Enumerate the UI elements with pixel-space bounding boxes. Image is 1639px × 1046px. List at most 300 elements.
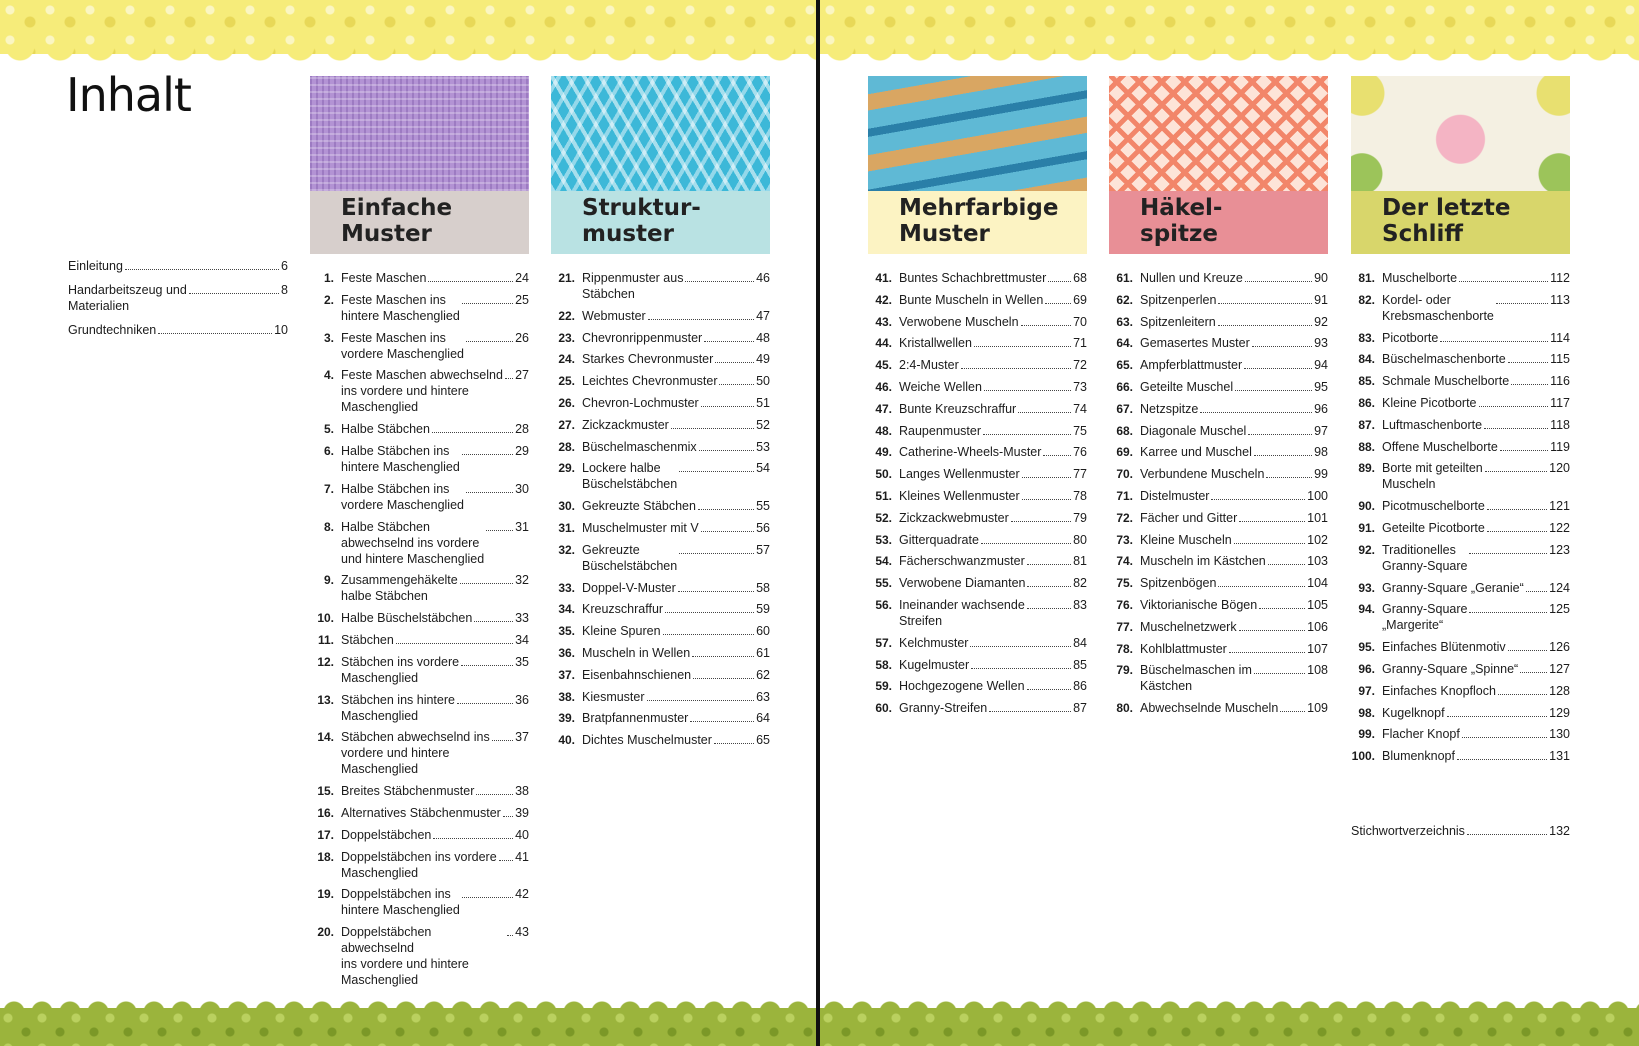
dot-leader (396, 643, 513, 644)
toc-entry[interactable] (1351, 292, 1570, 324)
entry-number: 9. (323, 573, 334, 588)
dot-leader (462, 897, 513, 898)
entry-body (341, 849, 529, 881)
toc-entry[interactable] (310, 827, 529, 843)
toc-entry[interactable] (1351, 439, 1570, 455)
entry-page-number: 72 (1073, 358, 1087, 373)
dot-leader (1218, 586, 1305, 587)
entry-body (1140, 335, 1328, 351)
entry-body (341, 729, 529, 777)
entry-number: 42. (875, 292, 892, 307)
toc-entry[interactable] (868, 314, 1087, 330)
toc-entry[interactable] (310, 886, 529, 918)
entry-page-number: 120 (1549, 461, 1570, 476)
entry-title: Fächerschwanzmuster (899, 554, 1025, 569)
dot-leader (692, 656, 754, 657)
toc-entry[interactable] (551, 667, 770, 683)
toc-entry[interactable] (868, 575, 1087, 591)
entry-title: Picotborte (1382, 330, 1439, 345)
toc-entry[interactable] (551, 439, 770, 455)
entry-title: Viktorianische Bögen (1140, 597, 1258, 612)
toc-entry[interactable] (1351, 270, 1570, 286)
toc-entry[interactable] (1351, 639, 1570, 655)
toc-entry[interactable] (310, 519, 529, 567)
intro-entry-page: 6 (281, 259, 288, 273)
entry-page-number: 104 (1307, 576, 1328, 591)
entry-title: Kleine Muscheln (1140, 532, 1232, 547)
entry-page-number: 70 (1073, 314, 1087, 329)
toc-entry[interactable] (1351, 580, 1570, 596)
entry-page-number: 76 (1073, 445, 1087, 460)
dot-leader (1027, 586, 1071, 587)
toc-entry[interactable] (1109, 444, 1328, 460)
entry-number: 77. (1116, 619, 1133, 634)
entry-page-number: 32 (515, 573, 529, 588)
entry-title: Traditionelles Granny-Square (1382, 542, 1468, 573)
entry-title: Dichtes Muschelmuster (582, 733, 712, 748)
entry-number: 63. (1116, 314, 1133, 329)
toc-entry[interactable] (551, 542, 770, 574)
toc-entry[interactable] (310, 481, 529, 513)
entry-page-number: 58 (756, 580, 770, 595)
entry-page-number: 71 (1073, 336, 1087, 351)
toc-entry[interactable] (1109, 597, 1328, 613)
toc-entry[interactable] (1109, 357, 1328, 373)
entry-number: 100. (1351, 749, 1375, 764)
toc-entry[interactable] (1351, 726, 1570, 742)
toc-entry[interactable] (1109, 553, 1328, 569)
entry-body (1140, 553, 1328, 569)
entry-page-number: 116 (1550, 374, 1570, 389)
entry-body (1382, 726, 1570, 742)
toc-entry[interactable] (551, 623, 770, 639)
entry-title: Lockere halbe Büschelstäbchen (582, 461, 678, 492)
dot-leader (462, 303, 513, 304)
toc-entry[interactable] (1109, 700, 1328, 716)
toc-entry[interactable] (551, 689, 770, 705)
toc-entry[interactable] (1109, 466, 1328, 482)
dot-leader (701, 531, 754, 532)
entry-page-number: 82 (1073, 576, 1087, 591)
dot-leader (1252, 346, 1312, 347)
entry-page-number: 124 (1549, 580, 1570, 595)
entry-title: Muscheln in Wellen (582, 645, 691, 660)
entry-title: Kleine Spuren (582, 624, 661, 639)
entry-page-number: 128 (1549, 683, 1570, 698)
toc-entry[interactable] (310, 367, 529, 415)
entry-page-number: 81 (1073, 554, 1087, 569)
dot-leader (476, 794, 513, 795)
entry-body (582, 373, 770, 389)
dot-leader (1254, 673, 1305, 674)
toc-entry[interactable] (1109, 641, 1328, 657)
dot-leader (981, 543, 1071, 544)
entry-page-number: 55 (756, 499, 770, 514)
entry-page-number: 129 (1549, 705, 1570, 720)
entry-page-number: 84 (1073, 635, 1087, 650)
dot-leader (1045, 303, 1071, 304)
entry-body (1140, 444, 1328, 460)
toc-entry[interactable] (1351, 460, 1570, 492)
toc-entry[interactable] (868, 635, 1087, 651)
dot-leader (428, 281, 513, 282)
entry-page-number: 52 (756, 417, 770, 432)
entry-body (582, 308, 770, 324)
entry-page-number: 28 (515, 422, 529, 437)
entry-title: Geteilte Muschel (1140, 379, 1234, 394)
entry-page-number: 98 (1314, 445, 1328, 460)
entry-page-number: 61 (756, 645, 770, 660)
toc-entry[interactable] (310, 729, 529, 777)
toc-entry[interactable] (551, 710, 770, 726)
intro-entry-text: Grundtechniken (68, 323, 157, 337)
dot-leader (701, 406, 754, 407)
toc-entry[interactable] (1109, 532, 1328, 548)
entry-number: 31. (558, 520, 575, 535)
toc-entry[interactable] (1351, 330, 1570, 346)
toc-entry[interactable] (310, 632, 529, 648)
top-crochet-border-left (0, 0, 816, 54)
entry-body (341, 443, 529, 475)
entry-page-number: 117 (1550, 395, 1570, 410)
entry-title: Kelchmuster (899, 635, 969, 650)
toc-entry[interactable] (1109, 401, 1328, 417)
entry-title: Verwobene Muscheln (899, 314, 1019, 329)
toc-entry[interactable] (1109, 575, 1328, 591)
dot-leader (1526, 591, 1547, 592)
toc-entry[interactable] (1109, 488, 1328, 504)
entry-title: Büschelmaschenborte (1382, 352, 1506, 367)
toc-entry[interactable] (551, 732, 770, 748)
entry-body (341, 783, 529, 799)
dot-leader (1244, 368, 1312, 369)
dot-leader (678, 591, 754, 592)
entry-body (341, 367, 529, 415)
entry-number: 17. (317, 827, 334, 842)
entry-title: Leichtes Chevronmuster (582, 374, 718, 389)
entry-number: 39. (558, 711, 575, 726)
entry-page-number: 131 (1549, 749, 1570, 764)
toc-entry[interactable] (868, 335, 1087, 351)
section-einfache-muster (310, 76, 529, 994)
entry-number: 68. (1116, 423, 1133, 438)
entry-title: Doppel-V-Muster (582, 580, 676, 595)
entry-title: Kohlblattmuster (1140, 641, 1227, 656)
entry-title: Granny-Square „Margerite“ (1382, 602, 1468, 633)
toc-entry[interactable] (551, 601, 770, 617)
toc-entry[interactable] (551, 330, 770, 346)
toc-entry[interactable] (1109, 270, 1328, 286)
entry-page-number: 25 (515, 292, 529, 307)
entry-number: 37. (558, 667, 575, 682)
toc-entry[interactable] (1351, 373, 1570, 389)
entry-title: Karree und Muschel (1140, 445, 1252, 460)
entry-body (1140, 357, 1328, 373)
toc-entry[interactable] (310, 330, 529, 362)
entry-page-number: 74 (1073, 401, 1087, 416)
toc-entry[interactable] (1351, 601, 1570, 633)
entry-body (582, 710, 770, 726)
entry-body (341, 886, 529, 918)
entry-body (899, 510, 1087, 526)
toc-entry[interactable] (310, 692, 529, 724)
toc-entry[interactable] (868, 466, 1087, 482)
entry-body (341, 924, 529, 988)
entry-number: 14. (317, 730, 334, 745)
toc-entry[interactable] (1109, 423, 1328, 439)
entry-body (899, 292, 1087, 308)
toc-entry[interactable] (868, 678, 1087, 694)
dot-leader (647, 700, 755, 701)
entry-number: 69. (1116, 445, 1133, 460)
toc-entry[interactable] (551, 308, 770, 324)
dot-leader (971, 668, 1071, 669)
toc-entry[interactable] (1351, 705, 1570, 721)
index-entry[interactable] (1351, 824, 1570, 838)
entry-title: Zusammengehäkelte halbe Stäbchen (341, 573, 458, 604)
entry-body (1140, 423, 1328, 439)
entry-number: 94. (1358, 602, 1375, 617)
entry-page-number: 97 (1314, 423, 1328, 438)
entry-body (899, 575, 1087, 591)
entry-number: 10. (317, 611, 334, 626)
toc-entry[interactable] (551, 498, 770, 514)
entry-title: Breites Stäbchenmuster (341, 784, 475, 799)
toc-entry[interactable] (868, 444, 1087, 460)
toc-entry[interactable] (310, 443, 529, 475)
entry-page-number: 92 (1314, 314, 1328, 329)
entry-body (341, 330, 529, 362)
toc-entry[interactable] (1351, 520, 1570, 536)
entry-number: 2. (323, 292, 334, 307)
toc-entry[interactable] (868, 379, 1087, 395)
toc-entry[interactable] (868, 510, 1087, 526)
dot-leader (1239, 521, 1305, 522)
section-entries (1109, 270, 1328, 716)
entry-body (899, 314, 1087, 330)
entry-body (582, 601, 770, 617)
toc-entry[interactable] (1109, 335, 1328, 351)
entry-body (899, 335, 1087, 351)
dot-leader (984, 390, 1071, 391)
section-mehrfarbige-muster (868, 76, 1087, 722)
toc-entry[interactable] (868, 597, 1087, 629)
entry-page-number: 24 (515, 271, 529, 285)
entry-body (1382, 639, 1570, 655)
dot-leader (693, 678, 754, 679)
intro-entry[interactable] (68, 258, 288, 274)
dot-leader (1462, 737, 1547, 738)
entry-page-number: 38 (515, 784, 529, 799)
intro-entry-page: 10 (274, 323, 288, 337)
entry-number: 59. (875, 679, 892, 694)
entry-title: Offene Muschelborte (1382, 439, 1498, 454)
entry-number: 29. (558, 461, 575, 476)
entry-page-number: 90 (1314, 271, 1328, 285)
toc-entry[interactable] (1351, 417, 1570, 433)
entry-page-number: 26 (515, 330, 529, 345)
toc-entry[interactable] (551, 645, 770, 661)
entry-title: Feste Maschen ins hintere Maschenglied (341, 292, 460, 323)
toc-entry[interactable] (1351, 683, 1570, 699)
toc-entry[interactable] (868, 657, 1087, 673)
toc-entry[interactable] (868, 401, 1087, 417)
entry-body (1140, 314, 1328, 330)
entry-page-number: 122 (1549, 520, 1570, 535)
toc-entry[interactable] (1109, 379, 1328, 395)
dot-leader (474, 621, 513, 622)
toc-entry[interactable] (1351, 661, 1570, 677)
dot-leader (665, 612, 754, 613)
entry-title: Muscheln im Kästchen (1140, 554, 1266, 569)
entry-body (1140, 641, 1328, 657)
entry-number: 90. (1358, 499, 1375, 514)
dot-leader (486, 530, 513, 531)
dot-leader (466, 341, 513, 342)
entry-number: 72. (1116, 510, 1133, 525)
entry-body (1140, 532, 1328, 548)
toc-entry[interactable] (310, 421, 529, 437)
entry-title: Stäbchen (341, 632, 394, 647)
entry-number: 52. (875, 510, 892, 525)
entry-page-number: 50 (756, 374, 770, 389)
dot-leader (1211, 499, 1305, 500)
entry-number: 70. (1116, 467, 1133, 482)
entry-number: 88. (1358, 439, 1375, 454)
toc-entry[interactable] (551, 460, 770, 492)
toc-entry[interactable] (868, 292, 1087, 308)
entry-number: 28. (558, 439, 575, 454)
toc-entry[interactable] (310, 572, 529, 604)
entry-page-number: 103 (1307, 554, 1328, 569)
toc-entry[interactable] (868, 357, 1087, 373)
purple-crochet-swatch-icon (310, 76, 529, 191)
toc-entry[interactable] (310, 610, 529, 626)
entry-body (1140, 401, 1328, 417)
entry-number: 13. (317, 692, 334, 707)
entry-body (341, 692, 529, 724)
entry-title: Halbe Stäbchen ins vordere Maschenglied (341, 481, 464, 512)
dot-leader (714, 743, 754, 744)
entry-page-number: 30 (515, 481, 529, 496)
dot-leader (1487, 509, 1547, 510)
toc-entry[interactable] (310, 270, 529, 286)
entry-number: 34. (558, 602, 575, 617)
toc-entry[interactable] (1109, 619, 1328, 635)
bottom-crochet-border-right (820, 1008, 1639, 1046)
toc-entry[interactable] (551, 580, 770, 596)
toc-entry[interactable] (868, 270, 1087, 286)
toc-entry[interactable] (868, 553, 1087, 569)
toc-entry[interactable] (1109, 662, 1328, 694)
toc-entry[interactable] (1351, 748, 1570, 764)
toc-entry[interactable] (1351, 351, 1570, 367)
entry-page-number: 29 (515, 443, 529, 458)
entry-number: 35. (558, 624, 575, 639)
toc-entry[interactable] (310, 654, 529, 686)
toc-entry[interactable] (868, 700, 1087, 716)
toc-entry[interactable] (1109, 292, 1328, 308)
entry-title: Fächer und Gitter (1140, 510, 1238, 525)
entry-title: Spitzenbögen (1140, 576, 1217, 591)
toc-entry[interactable] (310, 924, 529, 988)
toc-entry[interactable] (310, 783, 529, 799)
entry-number: 19. (317, 887, 334, 902)
toc-entry[interactable] (551, 520, 770, 536)
entry-page-number: 39 (515, 805, 529, 820)
dot-leader (505, 378, 513, 379)
intro-entry-page: 8 (281, 283, 288, 297)
dot-leader (1469, 553, 1547, 554)
toc-entry[interactable] (868, 488, 1087, 504)
entry-page-number: 79 (1073, 510, 1087, 525)
section-der-letzte-schliff (1351, 76, 1570, 770)
dot-leader (1239, 630, 1306, 631)
toc-entry[interactable] (868, 423, 1087, 439)
dot-leader (1508, 362, 1548, 363)
toc-entry[interactable] (1109, 510, 1328, 526)
dot-leader (663, 634, 755, 635)
entry-title: Raupenmuster (899, 423, 981, 438)
entry-number: 40. (558, 733, 575, 748)
toc-entry[interactable] (310, 805, 529, 821)
entry-title: Muschelborte (1382, 271, 1458, 285)
dot-leader (1467, 834, 1547, 835)
entry-title: Eisenbahnschienen (582, 667, 692, 682)
entry-title: Kleine Picotborte (1382, 395, 1477, 410)
entry-title: Netzspitze (1140, 401, 1199, 416)
entry-body (899, 678, 1087, 694)
entry-body (582, 520, 770, 536)
toc-entry[interactable] (551, 395, 770, 411)
section-header: Struktur- muster (551, 191, 770, 254)
entry-number: 92. (1358, 542, 1375, 557)
intro-entry[interactable] (68, 282, 288, 314)
entry-number: 41. (875, 271, 892, 285)
entry-page-number: 127 (1549, 661, 1570, 676)
entry-page-number: 54 (756, 461, 770, 476)
entry-body (582, 689, 770, 705)
entry-body (1382, 351, 1570, 367)
dot-leader (1234, 543, 1305, 544)
toc-entry[interactable] (1351, 498, 1570, 514)
entry-body (1382, 580, 1570, 596)
toc-entry[interactable] (551, 417, 770, 433)
dot-leader (125, 269, 279, 270)
entry-title: Hochgezogene Wellen (899, 679, 1025, 694)
entry-number: 98. (1358, 705, 1375, 720)
toc-entry[interactable] (1351, 395, 1570, 411)
toc-entry[interactable] (1109, 314, 1328, 330)
dot-leader (1496, 303, 1548, 304)
toc-entry[interactable] (551, 270, 770, 302)
entry-body (1382, 705, 1570, 721)
entry-number: 57. (875, 635, 892, 650)
toc-entry[interactable] (551, 373, 770, 389)
toc-entry[interactable] (551, 351, 770, 367)
toc-entry[interactable] (1351, 542, 1570, 574)
toc-entry[interactable] (868, 532, 1087, 548)
dot-leader (433, 838, 513, 839)
toc-entry[interactable] (310, 292, 529, 324)
intro-entry[interactable] (68, 322, 288, 338)
entry-page-number: 56 (756, 520, 770, 535)
entry-number: 60. (875, 701, 892, 716)
entry-number: 91. (1358, 520, 1375, 535)
entry-page-number: 77 (1073, 467, 1087, 482)
toc-entry[interactable] (310, 849, 529, 881)
dot-leader (1479, 406, 1549, 407)
